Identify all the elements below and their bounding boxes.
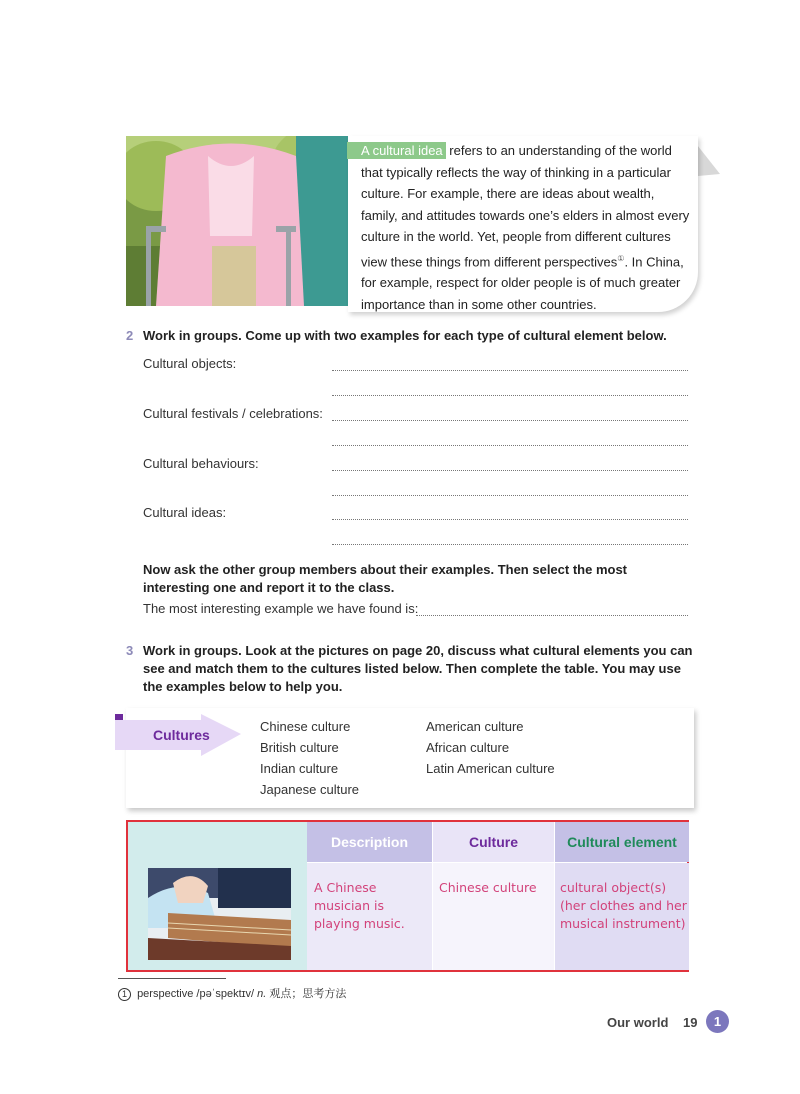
label-cultural-festivals: Cultural festivals / celebrations: [143, 406, 323, 421]
footer-unit-title: Our world [607, 1015, 669, 1030]
table-header-description: Description [307, 822, 432, 862]
footnote-marker: ① [617, 253, 625, 263]
culture-item: British culture [260, 740, 339, 755]
footnote-rule [118, 978, 226, 979]
definition-term: A cultural idea [347, 142, 446, 159]
elderly-woman-photo [126, 136, 348, 306]
footnote [118, 985, 346, 1001]
guzheng-musician-photo [148, 868, 291, 960]
example-culture: Chinese culture [439, 880, 537, 895]
culture-item: American culture [426, 719, 524, 734]
answer-line-festivals-2[interactable] [332, 445, 688, 446]
culture-item: Latin American culture [426, 761, 555, 776]
exercise-3-number: 3 [126, 643, 134, 658]
answer-line-interesting-example[interactable] [416, 615, 688, 616]
label-cultural-ideas: Cultural ideas: [143, 505, 227, 520]
definition-text-1: refers to an understanding of the world that typically reflects the way of thinking in a particular culture. For example, there are ideas about wealth, family, and attitudes towards one’s elders in almost every culture in the world. Yet, people from different cultures view these things from different perspectives [361, 143, 690, 269]
exercise-2-instruction: Work in groups. Come up with two examples for each type of cultural element below. [143, 328, 667, 343]
example-description: A Chinese musician is playing music. [314, 880, 405, 931]
answer-line-objects-1[interactable] [332, 370, 688, 371]
footnote-word: perspective [137, 988, 194, 1000]
cultures-label: Cultures [153, 727, 210, 743]
answer-line-ideas-2[interactable] [332, 544, 688, 545]
answer-line-behaviours-1[interactable] [332, 470, 688, 471]
table-header-culture: Culture [433, 822, 554, 862]
answer-line-ideas-1[interactable] [332, 519, 688, 520]
interesting-example-prompt: The most interesting example we have found is: [143, 601, 419, 616]
culture-item: Chinese culture [260, 719, 351, 734]
footnote-pos: n. [257, 988, 267, 1000]
page-number: 19 [683, 1015, 698, 1030]
definition-text-2: . In China, for example, respect for older people is of much greater importance than in some other countries. [361, 253, 684, 312]
table-image-cell [128, 822, 307, 970]
culture-item: Japanese culture [260, 782, 360, 797]
followup-instruction: Now ask the other group members about their examples. Then select the most interesting one and report it to the class. [143, 562, 628, 595]
answer-line-behaviours-2[interactable] [332, 495, 688, 496]
exercise-2-number: 2 [126, 328, 134, 343]
culture-item: African culture [426, 740, 510, 755]
footnote-meaning: 观点；思考方法 [269, 988, 347, 1000]
exercise-3-instruction: Work in groups. Look at the pictures on page 20, discuss what cultural elements you can see and match them to the cultures listed below. Then complete the table. You may use the examples below to help you. [143, 643, 693, 694]
answer-line-festivals-1[interactable] [332, 420, 688, 421]
label-cultural-objects: Cultural objects: [143, 356, 237, 371]
culture-item: Indian culture [260, 761, 339, 776]
footnote-number: 1 [118, 988, 131, 1001]
label-cultural-behaviours: Cultural behaviours: [143, 456, 259, 471]
unit-number-badge: 1 [706, 1010, 729, 1033]
cultural-idea-definition [361, 140, 691, 315]
table-header-cultural-element: Cultural element [555, 822, 689, 862]
footnote-phonetic: /pəˈspektɪv/ [196, 988, 255, 1000]
example-table [126, 820, 689, 972]
example-cultural-element: cultural object(s) (her clothes and her musical instrument) [560, 880, 687, 931]
answer-line-objects-2[interactable] [332, 395, 688, 396]
